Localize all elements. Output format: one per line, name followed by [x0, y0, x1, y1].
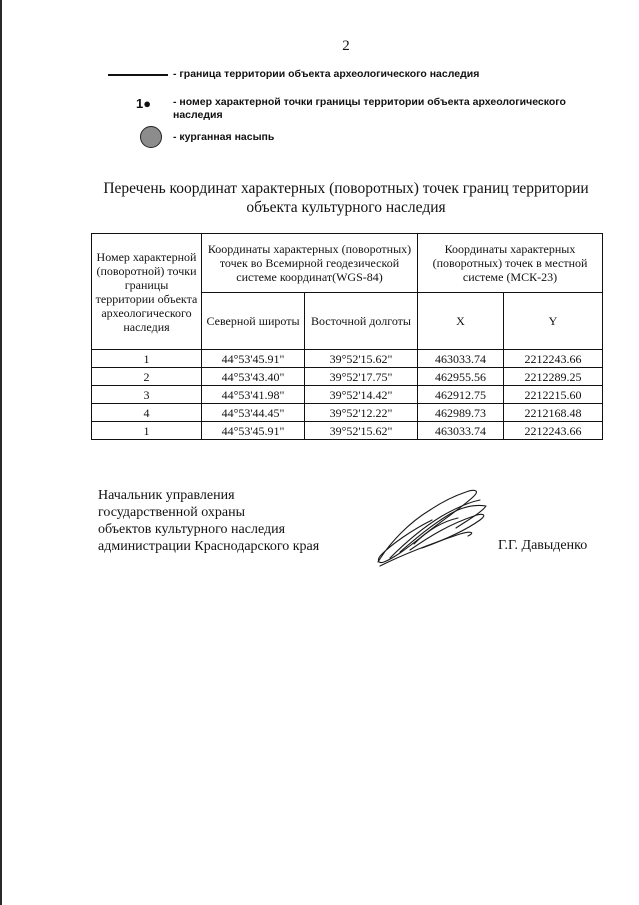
table-row	[92, 422, 603, 440]
cell-east: 39°52'14.42"	[305, 386, 418, 404]
table-row	[92, 350, 603, 368]
column-header-east: Восточной долготы	[305, 293, 418, 350]
page-left-edge	[0, 0, 2, 905]
table-header-row	[92, 234, 603, 293]
document-title	[96, 179, 596, 217]
cell-x: 462989.73	[418, 404, 504, 422]
table-row	[92, 386, 603, 404]
cell-north: 44°53'41.98"	[202, 386, 305, 404]
cell-x: 463033.74	[418, 422, 504, 440]
cell-north: 44°53'43.40"	[202, 368, 305, 386]
cell-point-number: 1	[92, 350, 202, 368]
cell-x: 462912.75	[418, 386, 504, 404]
cell-north: 44°53'45.91"	[202, 350, 305, 368]
handwritten-signature	[370, 482, 496, 570]
document-title-line-2: объекта культурного наследия	[246, 199, 446, 216]
cell-east: 39°52'15.62"	[305, 350, 418, 368]
column-group-msk23: Координаты характерных (поворотных) точек в местной системе (МСК-23)	[418, 234, 603, 293]
cell-x: 462955.56	[418, 368, 504, 386]
cell-north: 44°53'44.45"	[202, 404, 305, 422]
cell-east: 39°52'12.22"	[305, 404, 418, 422]
cell-y: 2212243.66	[504, 422, 603, 440]
signer-title-line-4: администрации Краснодарского края	[98, 539, 320, 554]
column-header-point-number: Номер характерной (поворотной) точки границы территории объекта археологического наследия	[92, 234, 202, 350]
cell-x: 463033.74	[418, 350, 504, 368]
legend-item-mound	[100, 126, 620, 166]
signer-title	[98, 487, 319, 555]
legend-mound-text: - курганная насыпь	[173, 131, 275, 143]
column-header-north: Северной широты	[202, 293, 305, 350]
point-number-icon: 1●	[136, 96, 152, 111]
table-row	[92, 404, 603, 422]
cell-y: 2212289.25	[504, 368, 603, 386]
column-group-wgs84: Координаты характерных (поворотных) точек во Всемирной геодезической системе координат(WGS-84)	[202, 234, 418, 293]
signer-title-line-3: объектов культурного наследия	[98, 522, 286, 537]
legend-point-symbol	[100, 96, 172, 126]
cell-east: 39°52'15.62"	[305, 422, 418, 440]
legend-point-text: - номер характерной точки границы территории объекта археологического наследия	[173, 96, 566, 121]
legend-boundary-symbol	[100, 68, 172, 98]
document-title-line-1: Перечень координат характерных (поворотных) точек границ территории	[103, 180, 589, 197]
cell-point-number: 1	[92, 422, 202, 440]
cell-y: 2212243.66	[504, 350, 603, 368]
cell-y: 2212215.60	[504, 386, 603, 404]
column-header-y: Y	[504, 293, 603, 350]
cell-north: 44°53'45.91"	[202, 422, 305, 440]
column-header-x: X	[418, 293, 504, 350]
signer-name: Г.Г. Давыденко	[498, 538, 588, 553]
cell-point-number: 3	[92, 386, 202, 404]
signer-title-line-1: Начальник управления	[98, 488, 235, 503]
legend-boundary-text: - граница территории объекта археологического наследия	[173, 68, 480, 80]
cell-point-number: 2	[92, 368, 202, 386]
mound-circle-icon	[140, 126, 162, 148]
legend-mound-symbol	[100, 126, 172, 156]
boundary-line-icon	[108, 74, 168, 76]
cell-point-number: 4	[92, 404, 202, 422]
cell-y: 2212168.48	[504, 404, 603, 422]
page-number: 2	[342, 38, 350, 54]
coordinates-table	[91, 233, 603, 440]
signer-title-line-2: государственной охраны	[98, 505, 246, 520]
table-row	[92, 368, 603, 386]
cell-east: 39°52'17.75"	[305, 368, 418, 386]
